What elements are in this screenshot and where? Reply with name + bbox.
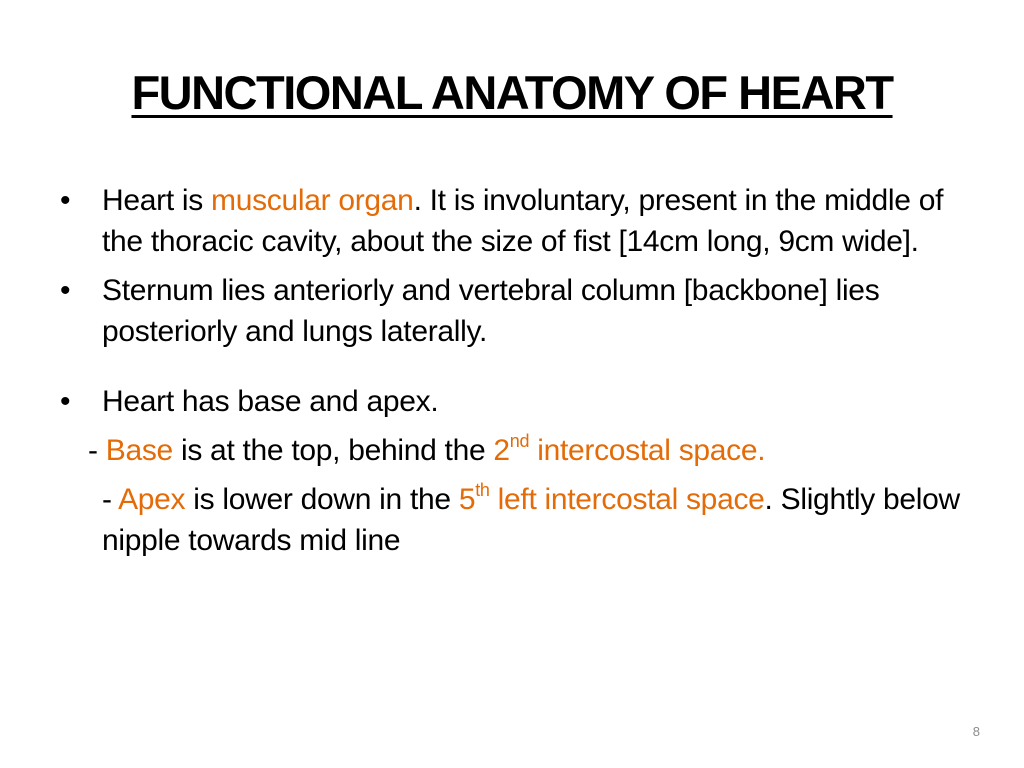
bullet-item [60,381,980,422]
sub-point-text: is lower down in the [185,483,459,516]
bullet-text-post: . It is involuntary, present in the middle of the thoracic cavity, about the size of fist [14cm long, 9cm wide]. [102,184,944,258]
sub-point-text: is at the top, behind the [172,434,494,467]
slide-title-text: FUNCTIONAL ANATOMY OF HEART [131,66,893,119]
slide-body [60,180,980,569]
page-number: 8 [972,724,980,739]
highlight-term: Base [105,434,173,467]
bullet-item [60,270,980,352]
highlight-number: 2 [493,434,510,467]
sub-point-apex [60,479,980,561]
highlight-term: intercostal space. [529,434,766,467]
sub-point-dash: - [102,483,119,516]
bullet-icon: • [60,274,71,307]
bullet-item [60,180,980,262]
bullet-text-pre: Heart is [102,184,211,217]
ordinal-suffix: th [475,480,490,500]
sub-point-base [60,430,980,471]
slide-title [0,58,1024,128]
highlight-term: Apex [118,483,186,516]
sub-point-text-post: . Slightly below nipple towards mid line [102,483,960,557]
highlight-term: muscular organ [211,184,414,217]
sub-point-dash: - [88,434,106,467]
bullet-text: Heart has base and apex. [102,385,439,418]
bullet-icon: • [60,385,71,418]
bullet-icon: • [60,184,71,217]
highlight-number: 5 [458,483,476,516]
highlight-term: left intercostal space [489,483,765,516]
ordinal-suffix: nd [509,431,530,451]
bullet-text: Sternum lies anteriorly and vertebral column [backbone] lies posteriorly and lungs laterally. [102,274,880,348]
